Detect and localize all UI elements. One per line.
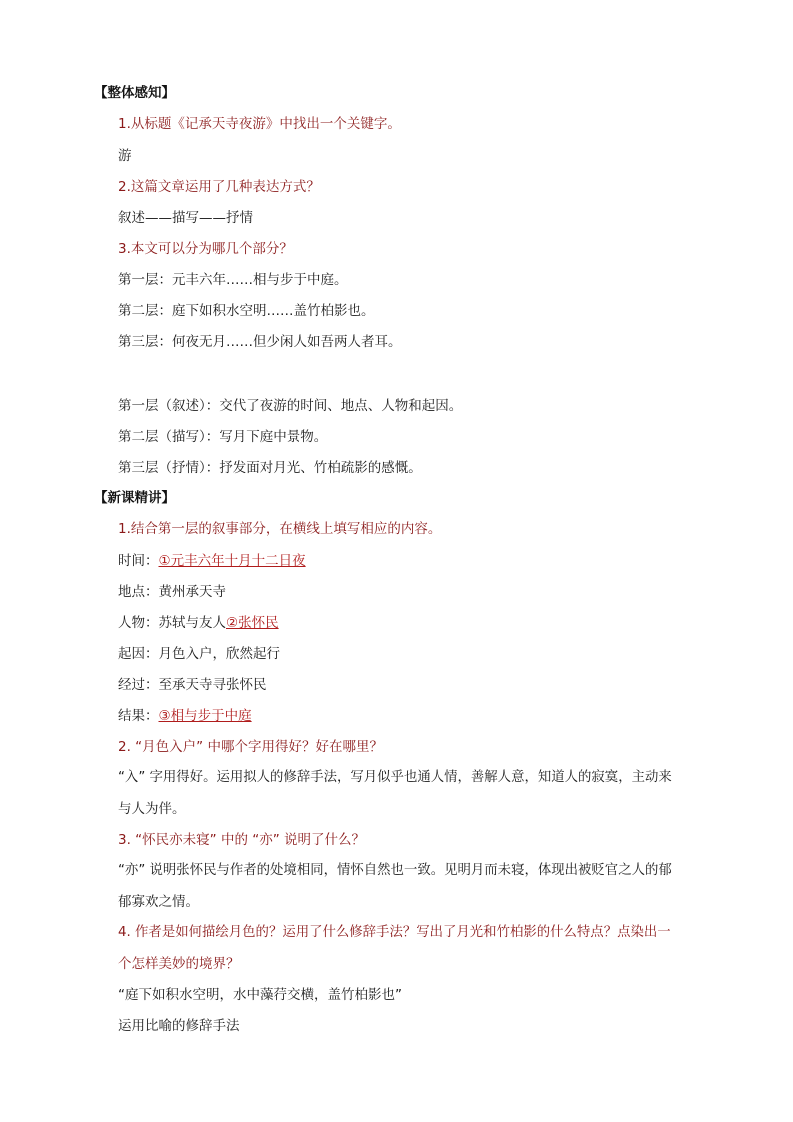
question-1: 1.从标题《记承天寺夜游》中找出一个关键字。 [118,116,401,132]
answer-2: 叙述——描写——抒情 [118,210,253,226]
layer-detail-1: 第一层（叙述）：交代了夜游的时间、地点、人物和起因。 [118,398,463,414]
lesson-answer-2-line2: 与人为伴。 [118,801,186,817]
layer-detail-2: 第二层（描写）：写月下庭中景物。 [118,429,328,445]
field-people [118,614,279,632]
lesson-answer-3-line1: “亦” 说明张怀民与作者的处境相同，情怀自然也一致。见明月而未寝，体现出被贬官之人的郁 [118,863,672,878]
field-cause: 起因：月色入户，欣然起行 [118,646,280,662]
lesson-question-1: 1.结合第一层的叙事部分，在横线上填写相应的内容。 [118,521,442,537]
layer-2: 第二层：庭下如积水空明……盖竹柏影也。 [118,303,375,319]
question-2: 2.这篇文章运用了几种表达方式？ [118,179,320,195]
lesson-question-4-line1: 4. 作者是如何描绘月色的？运用了什么修辞手法？写出了月光和竹柏影的什么特点？点染出一 [118,925,671,940]
lesson-answer-2-line1: “入” 字用得好。运用拟人的修辞手法，写月似乎也通人情，善解人意，知道人的寂寞，主动来 [118,770,672,785]
field-people-label: 人物：苏轼与友人 [118,615,226,631]
lesson-answer-4-quote: “庭下如积水空明，水中藻荇交横，盖竹柏影也” [118,987,402,1003]
field-place: 地点：黄州承天寺 [118,584,226,600]
layer-detail-3: 第三层（抒情）：抒发面对月光、竹柏疏影的感慨。 [118,460,422,476]
layer-1: 第一层：元丰六年……相与步于中庭。 [118,272,348,288]
lesson-question-2: 2. “月色入户” 中哪个字用得好？好在哪里？ [118,739,383,755]
lesson-question-3: 3. “怀民亦未寝” 中的 “亦” 说明了什么？ [118,832,366,848]
section-title-new-lesson: 【新课精讲】 [94,490,175,506]
lesson-answer-4-line: 运用比喻的修辞手法 [118,1018,240,1034]
field-process: 经过：至承天寺寻张怀民 [118,677,267,693]
layer-3: 第三层：何夜无月……但少闲人如吾两人者耳。 [118,334,402,350]
answer-1: 游 [118,148,132,164]
field-result-label: 结果： [118,708,159,724]
field-result [118,707,252,725]
field-time-label: 时间： [118,553,159,569]
field-result-value: ③相与步于中庭 [158,708,252,724]
question-3: 3.本文可以分为哪几个部分？ [118,241,293,257]
field-time-value: ①元丰六年十月十二日夜 [158,553,306,569]
lesson-question-4-line2: 个怎样美妙的境界？ [118,956,240,972]
lesson-answer-3-line2: 郁寡欢之情。 [118,894,199,910]
section-title-overall: 【整体感知】 [94,85,175,101]
field-people-value: ②张怀民 [226,615,279,631]
field-time [118,552,306,570]
